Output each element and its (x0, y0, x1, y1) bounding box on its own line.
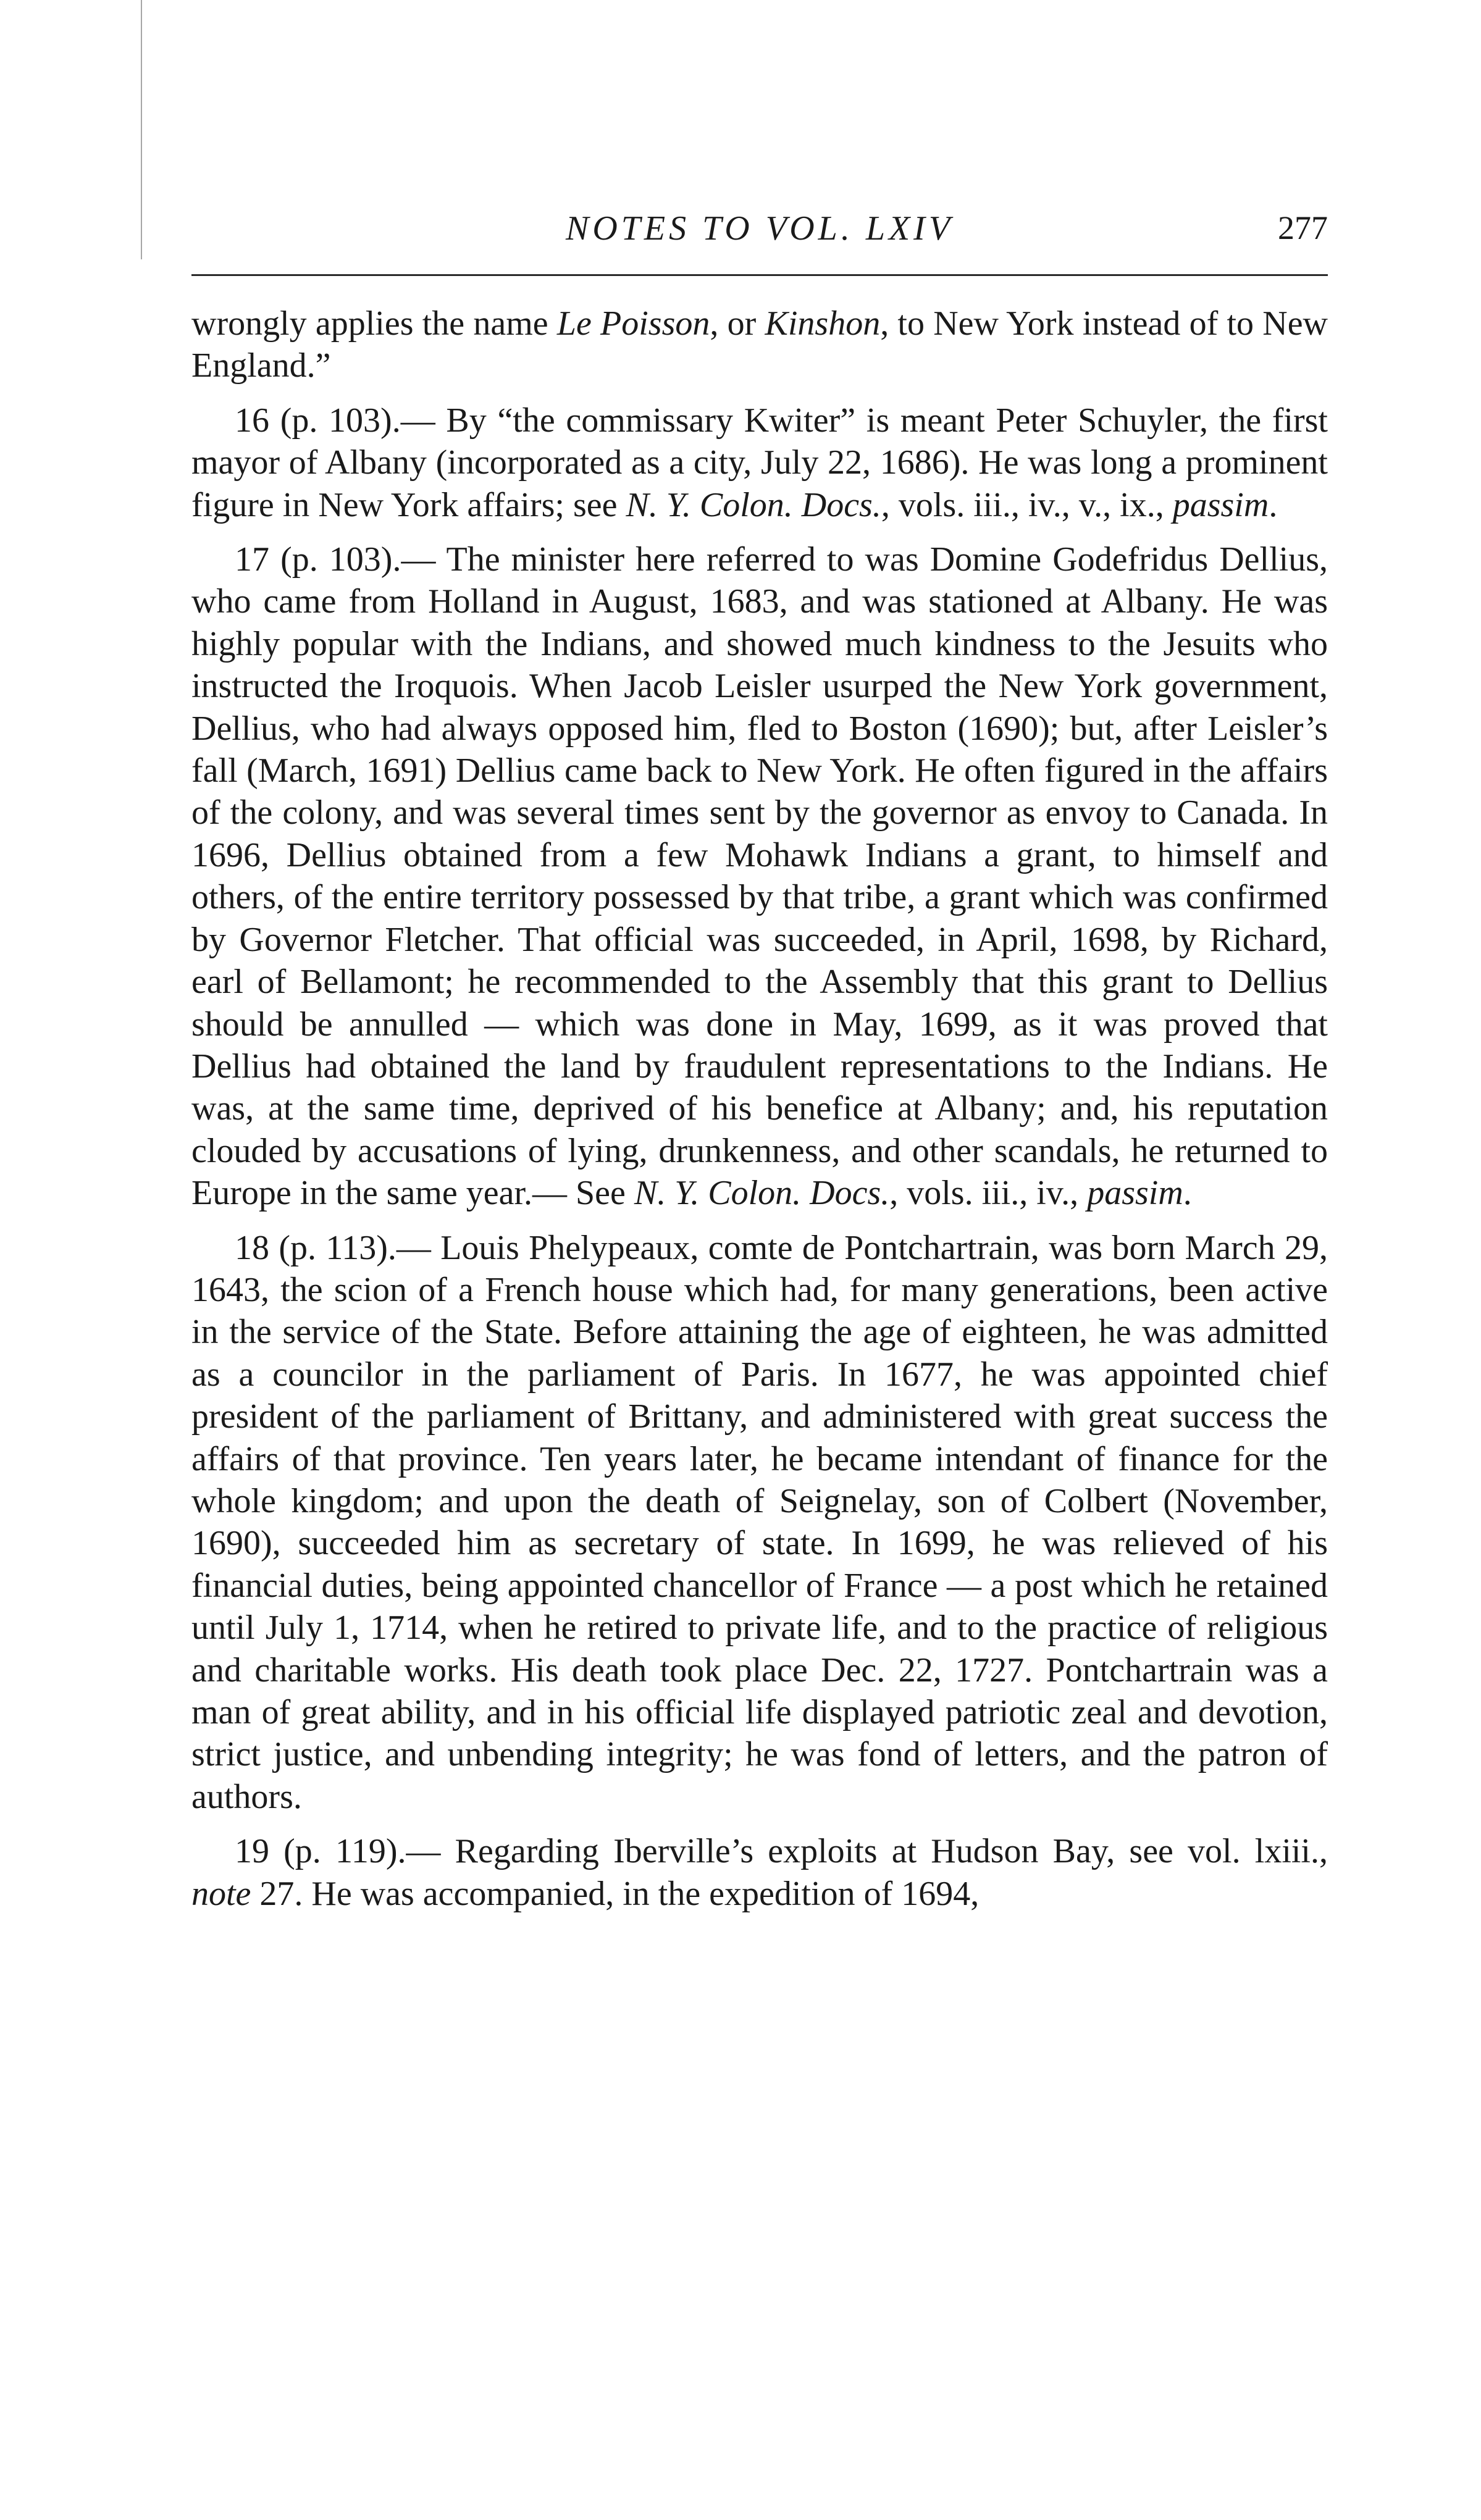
continued-paragraph (191, 303, 1328, 387)
text-run: , or (710, 304, 765, 343)
scan-margin-line (141, 0, 142, 259)
italic-text: passim (1172, 485, 1269, 524)
text-run: . (1183, 1174, 1192, 1213)
italic-text: Le Poisson (556, 304, 710, 343)
running-title: NOTES TO VOL. LXIV (565, 209, 954, 248)
note-paragraph (191, 538, 1328, 1215)
note-paragraph (191, 1227, 1328, 1819)
text-run: wrongly applies the name (191, 304, 557, 343)
header-rule (191, 274, 1328, 276)
page-number: 277 (1278, 209, 1328, 246)
note-paragraph (191, 1830, 1328, 1915)
text-run: 19 (p. 119).— Regarding Iberville’s exploits at Hudson Bay, see vol. lxiii., (235, 1832, 1328, 1871)
text-run: 17 (p. 103).— The minister here referred to was Domine Godefridus Dellius, who came from Holland in August, 1683, and was stationed at Albany. He was highly popular with the Indians, and showed much kindness to the Jesuits who instructed the Iroquois. When Jacob Leisler usurped the New York government, Dellius, who had always opposed him, fled to Boston (1690); but, after Leisler’s fall (March, 1691) Dellius came back to New York. He often figured in the affairs of the colony, and was several times sent by the governor as envoy to Canada. In 1696, Dellius obtained from a few Mohawk Indians a grant, to himself and others, of the entire territory possessed by that tribe, a grant which was confirmed by Governor Fletcher. That official was succeeded, in April, 1698, by Richard, earl of Bellamont; he recommended to the Assembly that this grant to Dellius should be annulled — which was done in May, 1699, as it was proved that Dellius had obtained the land by fraudulent representations to the Indians. He was, at the same time, deprived of his benefice at Albany; and, his reputation clouded by accusations of lying, drunkenness, and other scandals, he returned to Europe in the same year.— See (191, 540, 1328, 1213)
text-run: , to New York instead of to New England.” (191, 304, 1328, 385)
italic-text: N. Y. Colon. Docs. (626, 485, 881, 524)
text-run: , vols. iii., iv., v., ix., (881, 485, 1173, 524)
note-paragraph (191, 400, 1328, 526)
italic-text: note (191, 1874, 251, 1913)
text-run: 18 (p. 113).— Louis Phelypeaux, comte de Pontchartrain, was born March 29, 1643, the scion of a French house which had, for many generations, been active in the service of the State. Before attaining the age of eighteen, he was admitted as a councilor in the parliament of Paris. In 1677, he was appointed chief president of the parliament of Brittany, and administered with great success the affairs of that province. Ten years later, he became intendant of finance for the whole kingdom; and upon the death of Seignelay, son of Colbert (November, 1690), succeeded him as secretary of state. In 1699, he was relieved of his financial duties, being appointed chancellor of France — a post which he retained until July 1, 1714, when he retired to private life, and to the practice of religious and charitable works. His death took place Dec. 22, 1727. Pontchartrain was a man of great ability, and in his official life displayed patriotic zeal and devotion, strict justice, and unbending integrity; he was fond of letters, and the patron of authors. (191, 1228, 1328, 1816)
running-header (191, 209, 1328, 264)
text-run: 16 (p. 103).— By “the commissary Kwiter” is meant Peter Schuyler, the first mayor of Albany (incorporated as a city, July 22, 1686). He was long a prominent figure in New York affairs; see (191, 401, 1328, 524)
text-run: . (1269, 485, 1278, 524)
text-run: 27. He was accompanied, in the expedition of 1694, (251, 1874, 980, 1913)
notes-body (191, 303, 1328, 1915)
italic-text: N. Y. Colon. Docs. (634, 1174, 890, 1213)
italic-text: Kinshon (765, 304, 881, 343)
text-run: , vols. iii., iv., (889, 1174, 1088, 1213)
italic-text: passim (1087, 1174, 1183, 1213)
